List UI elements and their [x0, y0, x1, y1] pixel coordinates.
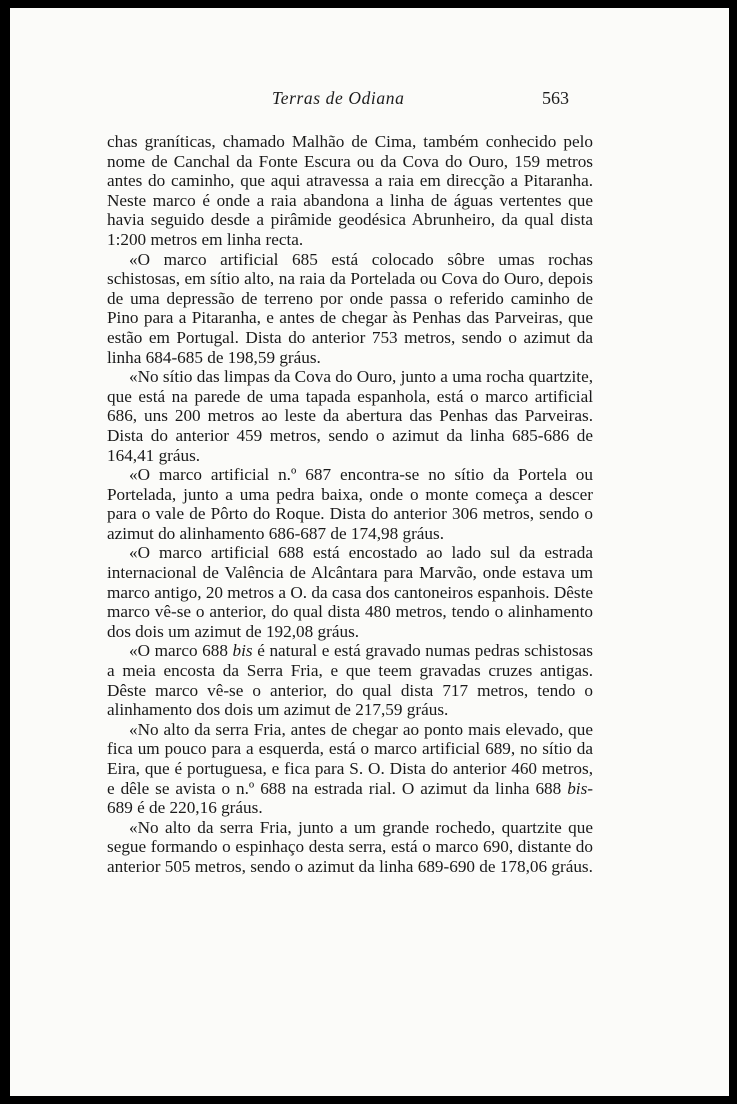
- paragraph-1: chas graníticas, chamado Malhão de Cima, também conhecido pelo nome de Canchal da Fonte Escura ou da Cova do Ouro, 159 metros antes do caminho, que aqui atravessa a raia em direcção a Pitaranha. Neste marco é onde a raia abandona a linha de águas vertentes que havia seguido desde a pirâmide geodésica Abrunheiro, da qual dista 1:200 metros em linha recta.: [107, 132, 593, 249]
- book-page: [10, 8, 729, 1096]
- paragraph-4: «O marco artificial n.º 687 encontra-se no sítio da Portela ou Portelada, junto a uma pedra baixa, onde o monte começa a descer para o vale de Pôrto do Roque. Dista do anterior 306 metros, sendo o azimut do alinhamento 686-687 de 174,98 gráus.: [107, 465, 593, 543]
- paragraph-7-text-a: «No alto da serra Fria, antes de chegar ao ponto mais elevado, que fica um pouco para a esquerda, está o marco artificial 689, no sítio da Eira, que é portuguesa, e fica para S. O. Dista do anterior 460 metros, e dêle se avista o n.º 688 na estrada rial. O azimut da linha 688: [107, 719, 593, 798]
- page-header: [10, 88, 729, 110]
- paragraph-7: [107, 720, 593, 818]
- paragraph-6-text-b: é natural e está gravado numas pedras schistosas a meia encosta da Serra Fria, e que teem gravadas cruzes antigas. Dêste marco vê-se o anterior, do qual dista 717 metros, tendo o alinhamento dos dois um azimut de 217,59 gráus.: [107, 641, 593, 720]
- running-title: Terras de Odiana: [272, 88, 405, 108]
- paragraph-6: [107, 641, 593, 719]
- paragraph-2: «O marco artificial 685 está colocado sôbre umas rochas schistosas, em sítio alto, na raia da Portelada ou Cova do Ouro, depois de uma depressão de terreno por onde passa o referido caminho de Pino para a Pitaranha, e antes de chegar às Penhas das Parveiras, que estão em Portugal. Dista do anterior 753 metros, sendo o azimut da linha 684-685 de 198,59 gráus.: [107, 249, 593, 367]
- paragraph-7-text-b: -689 é de 220,16 gráus.: [107, 778, 593, 818]
- page-number: 563: [542, 88, 569, 108]
- paragraph-5: «O marco artificial 688 está encostado ao lado sul da estrada internacional de Valência de Alcântara para Marvão, onde estava um marco antigo, 20 metros a O. da casa dos cantoneiros espanhois. Dêste marco vê-se o anterior, do qual dista 480 metros, tendo o alinhamento dos dois um azimut de 192,08 gráus.: [107, 543, 593, 641]
- paragraph-6-text-a: «O marco 688: [129, 641, 233, 661]
- body-text: [107, 132, 593, 877]
- paragraph-8: «No alto da serra Fria, junto a um grande rochedo, quartzite que segue formando o espinhaço desta serra, está o marco 690, distante do anterior 505 metros, sendo o azimut da linha 689-690 de 178,06 gráus.: [107, 817, 593, 876]
- paragraph-7-italic: bis: [567, 778, 588, 798]
- paragraph-3: «No sítio das limpas da Cova do Ouro, junto a uma rocha quartzite, que está na parede de uma tapada espanhola, está o marco artificial 686, uns 200 metros ao leste da abertura das Penhas das Parveiras. Dista do anterior 459 metros, sendo o azimut da linha 685-686 de 164,41 gráus.: [107, 367, 593, 465]
- paragraph-6-italic: bis: [232, 641, 253, 661]
